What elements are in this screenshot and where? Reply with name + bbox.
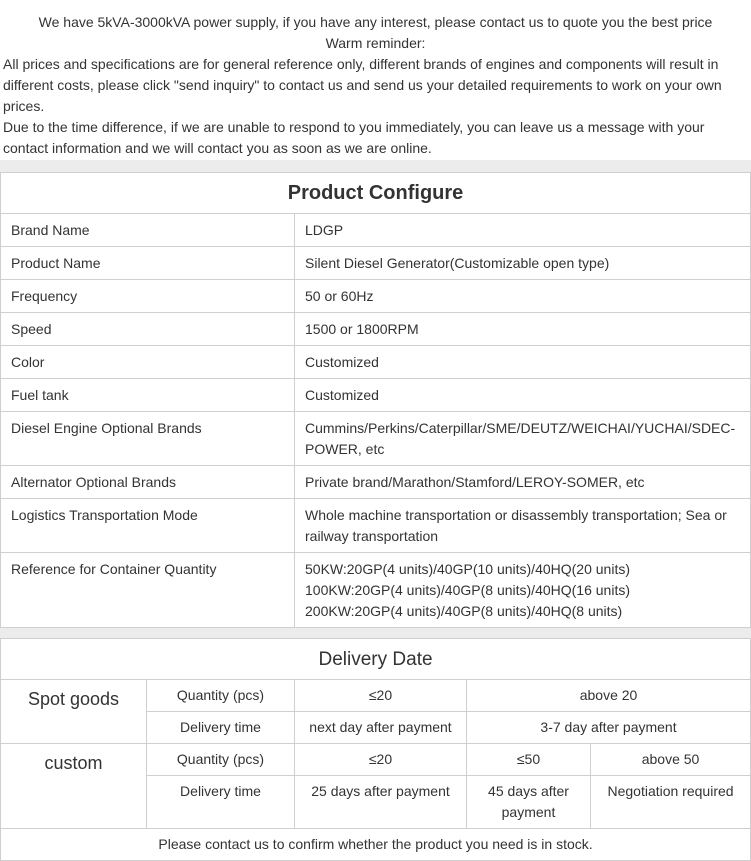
table-row [1,553,751,628]
table-row [1,466,751,499]
delivery-time-value: 25 days after payment [295,776,467,829]
table-row [1,379,751,412]
spot-goods-label: Spot goods [1,680,147,744]
time-difference-text: Due to the time difference, if we are unable to respond to you immediately, you can leave us a message with your contact information and we will contact you as soon as we are online. [3,119,705,156]
quantity-value: above 20 [467,680,751,712]
spec-label: Diesel Engine Optional Brands [1,412,295,466]
quantity-value: ≤50 [467,744,591,776]
container-quantity-line: 200KW:20GP(4 units)/40GP(8 units)/40HQ(8 units) [305,603,623,619]
warm-reminder-heading: Warm reminder: [325,35,426,51]
spec-value: 1500 or 1800RPM [295,313,751,346]
section-divider [0,628,751,638]
spec-label: Reference for Container Quantity [1,553,295,628]
spec-label: Fuel tank [1,379,295,412]
delivery-time-value: 3-7 day after payment [467,712,751,744]
spec-value-multiline [295,553,751,628]
section-divider [0,160,751,172]
delivery-time-value: Negotiation required [591,776,751,829]
spec-value: Customized [295,379,751,412]
stock-confirm-note: Please contact us to confirm whether the product you need is in stock. [1,829,751,861]
delivery-date-title: Delivery Date [1,639,751,680]
spec-value: Customized [295,346,751,379]
quantity-value: ≤20 [295,680,467,712]
container-quantity-line: 100KW:20GP(4 units)/40GP(8 units)/40HQ(16 units) [305,582,631,598]
table-row [1,313,751,346]
spec-label: Product Name [1,247,295,280]
table-row [1,412,751,466]
spec-label: Color [1,346,295,379]
spec-label: Alternator Optional Brands [1,466,295,499]
spec-label: Speed [1,313,295,346]
container-quantity-line: 50KW:20GP(4 units)/40GP(10 units)/40HQ(20 units) [305,561,631,577]
table-row [1,499,751,553]
intro-notice [0,0,751,160]
quantity-value: above 50 [591,744,751,776]
table-row [1,247,751,280]
spec-value: Private brand/Marathon/Stamford/LEROY-SOMER, etc [295,466,751,499]
delivery-time-label: Delivery time [147,776,295,829]
delivery-time-value: next day after payment [295,712,467,744]
price-disclaimer-text: All prices and specifications are for general reference only, different brands of engines and components will result in different costs, please click "send inquiry" to contact us and send us your detailed requirements to work on your own prices. [3,56,722,114]
spec-value: 50 or 60Hz [295,280,751,313]
spec-label: Frequency [1,280,295,313]
custom-label: custom [1,744,147,829]
spec-label: Brand Name [1,214,295,247]
product-configure-table [0,172,751,628]
delivery-date-table [0,638,751,861]
spec-value: LDGP [295,214,751,247]
spec-value: Silent Diesel Generator(Customizable open type) [295,247,751,280]
table-row [1,214,751,247]
spec-label: Logistics Transportation Mode [1,499,295,553]
quantity-label: Quantity (pcs) [147,744,295,776]
table-row [1,346,751,379]
table-row [1,280,751,313]
quantity-value: ≤20 [295,744,467,776]
quantity-label: Quantity (pcs) [147,680,295,712]
delivery-time-value: 45 days after payment [467,776,591,829]
product-configure-title: Product Configure [1,173,751,214]
supply-range-text: We have 5kVA-3000kVA power supply, if you have any interest, please contact us to quote you the best price [38,14,713,30]
delivery-time-label: Delivery time [147,712,295,744]
spec-value: Cummins/Perkins/Caterpillar/SME/DEUTZ/WEICHAI/YUCHAI/SDEC-POWER, etc [295,412,751,466]
spec-value: Whole machine transportation or disassembly transportation; Sea or railway transportation [295,499,751,553]
